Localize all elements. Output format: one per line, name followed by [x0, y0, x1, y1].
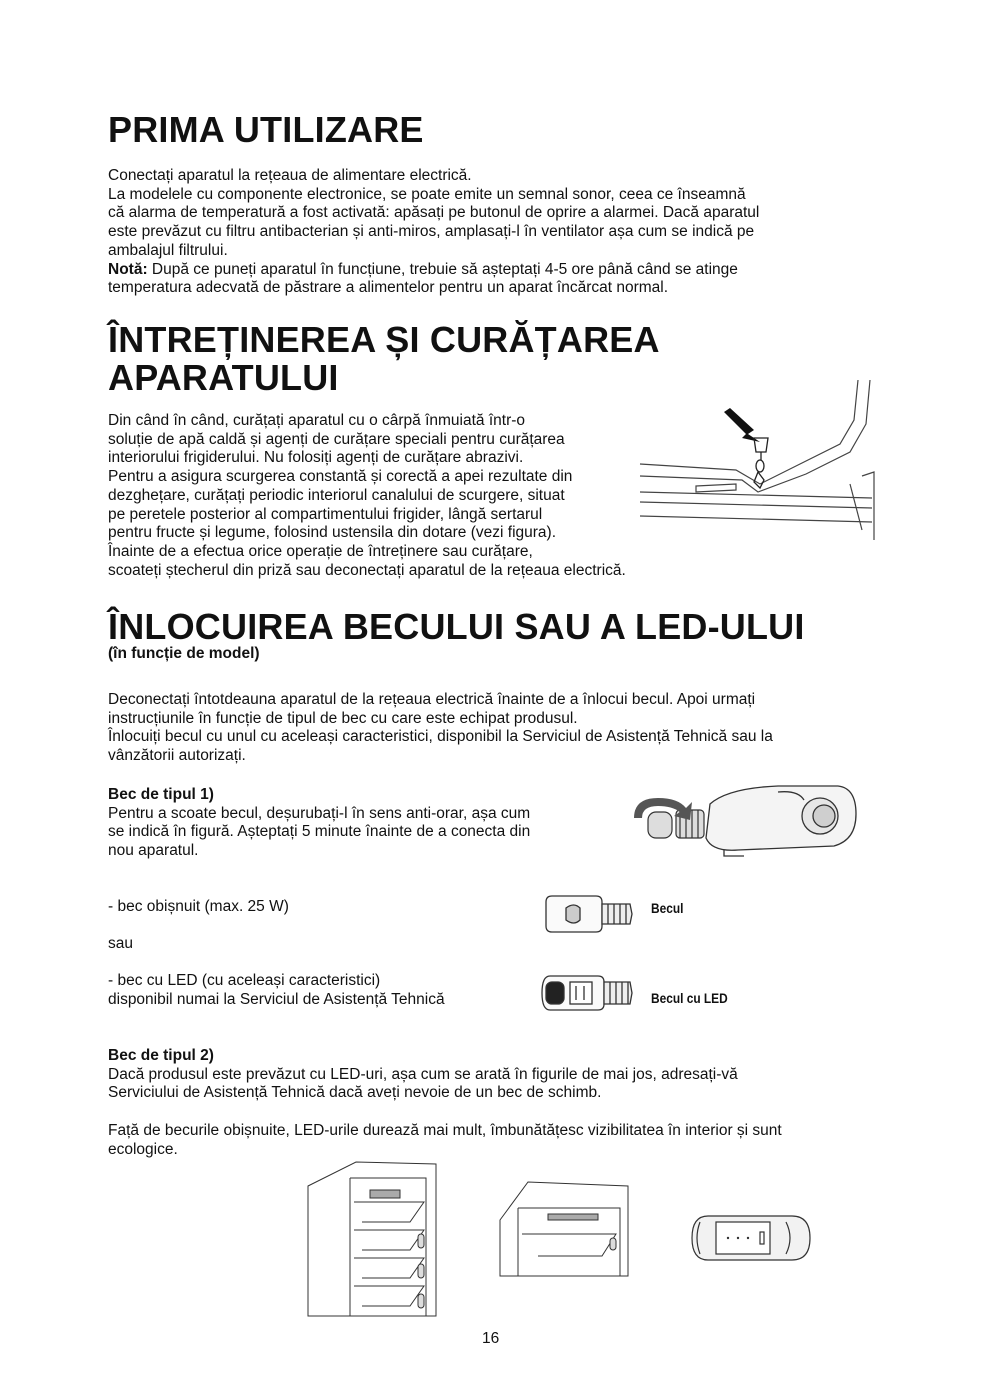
bulb-option-or: sau	[108, 935, 133, 952]
section2-body	[108, 412, 708, 580]
body-line: Înlocuiți becul cu unul cu aceleași caracteristici, disponibil la Serviciul de Asistență Tehnică sau la	[108, 728, 773, 746]
body-line: ecologice.	[108, 1140, 178, 1158]
body-line: Conectați aparatul la rețeaua de alimentare electrică.	[108, 167, 472, 184]
section-subtitle: (în funcție de model)	[108, 645, 260, 662]
body-line: La modelele cu componente electronice, se poate emite un semnal sonor, ceea ce înseamnă	[108, 185, 746, 203]
bulb-option-led-availability: disponibil numai la Serviciul de Asistență Tehnică	[108, 991, 445, 1008]
body-line: scoateți ștecherul din priză sau deconectați aparatul de la rețeaua electrică.	[108, 561, 626, 579]
bulb-cover-icon	[648, 810, 704, 838]
note-label: Notă:	[108, 260, 148, 278]
led-bulb-icon	[540, 972, 636, 1014]
fridge-led-top-illustration	[498, 1180, 632, 1278]
body-line: temperatura adecvată de păstrare a alimentelor pentru un aparat încărcat normal.	[108, 279, 669, 297]
body-line: că alarma de temperatură a fost activată: apăsați pe butonul de oprire a alarmei. Dacă aparatul	[108, 204, 760, 222]
body-line: interiorului frigiderului. Nu folosiți agenți de curățare abrazivi.	[108, 449, 524, 467]
label-bulb: Becul	[651, 900, 684, 916]
section1-body	[108, 167, 888, 298]
bulb-type2-block	[108, 1047, 888, 1159]
body-line: pe peretele posterior al compartimentului frigider, lângă sertarul	[108, 505, 543, 523]
body-line: vânzătorii autorizați.	[108, 747, 246, 765]
section-title-inlocuirea-becului: ÎNLOCUIREA BECULUI SAU A LED-ULUI	[108, 606, 805, 647]
body-line: Pentru a asigura scurgerea constantă și corectă a apei rezultate din	[108, 468, 573, 486]
body-line: Față de becurile obișnuite, LED-urile durează mai mult, îmbunătățesc vizibilitatea în interior și sunt	[108, 1121, 782, 1139]
bulb-type1-block	[108, 786, 608, 861]
body-line: este prevăzut cu filtru antibacterian și anti-miros, amplasați-l în ventilator așa cum se indică pe	[108, 223, 755, 241]
body-line: Dacă produsul este prevăzut cu LED-uri, așa cum se arată în figurile de mai jos, adresați-vă	[108, 1065, 738, 1083]
led-module-icon	[688, 1212, 814, 1264]
lamp-unscrew-illustration	[628, 780, 862, 860]
body-line: nou aparatul.	[108, 842, 199, 860]
section-title-intretinerea	[108, 321, 660, 397]
drain-cleaning-illustration	[636, 380, 880, 548]
body-line: pentru fructe și legume, folosind ustensila din dotare (vezi figura).	[108, 524, 557, 542]
note-line	[108, 261, 888, 280]
body-line: Pentru a scoate becul, deșurubați-l în sens anti-orar, așa cum	[108, 804, 531, 822]
body-line: se indică în figură. Așteptați 5 minute înainte de a conecta din	[108, 823, 531, 841]
body-line: soluție de apă caldă și agenți de curățare speciali pentru curățarea	[108, 430, 565, 448]
arrow-icon	[724, 408, 760, 442]
body-line: Din când în când, curățați aparatul cu o cârpă înmuiată într-o	[108, 412, 526, 429]
body-line: Înainte de a efectua orice operație de întreținere sau curățare,	[108, 542, 533, 560]
body-line	[108, 1103, 888, 1122]
fridge-led-interior-illustration	[306, 1160, 438, 1318]
label-led-bulb: Becul cu LED	[651, 990, 728, 1006]
bulb-option-standard: - bec obișnuit (max. 25 W)	[108, 898, 289, 915]
title-line: APARATULUI	[108, 357, 339, 398]
standard-bulb-icon	[544, 892, 636, 936]
note-text: După ce puneți aparatul în funcțiune, trebuie să așteptați 4-5 ore până când se atinge	[147, 260, 738, 278]
subheading: Bec de tipul 2)	[108, 1047, 214, 1064]
body-line: Deconectați întotdeauna aparatul de la rețeaua electrică înainte de a înlocui becul. Apoi urmați	[108, 691, 756, 708]
page-number: 16	[482, 1330, 500, 1347]
body-line: ambalajul filtrului.	[108, 241, 228, 259]
section-title-prima-utilizare: PRIMA UTILIZARE	[108, 109, 424, 150]
title-line: ÎNTREȚINEREA ȘI CURĂȚAREA	[108, 319, 660, 360]
bulb-option-led: - bec cu LED (cu aceleași caracteristici)	[108, 972, 381, 989]
subheading: Bec de tipul 1)	[108, 786, 214, 803]
section3-intro	[108, 691, 888, 766]
body-line: dezghețare, curățați periodic interiorul canalului de scurgere, situat	[108, 486, 565, 504]
body-line: instrucțiunile în funcție de tipul de bec cu care este echipat produsul.	[108, 709, 578, 727]
body-line: Serviciului de Asistență Tehnică dacă aveți nevoie de un bec de schimb.	[108, 1084, 602, 1102]
